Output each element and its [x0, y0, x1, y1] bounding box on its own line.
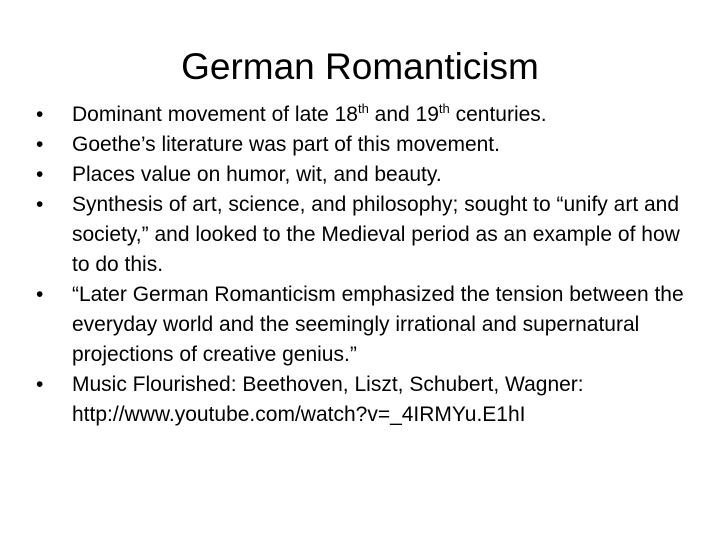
bullet-text: Music Flourished: Beethoven, Liszt, Schubert, Wagner: http://www.youtube.com/watch?v=_4IRMYu.E1hI — [72, 373, 584, 426]
bullet-item-1 — [36, 100, 686, 130]
bullet-text-part: centuries. — [449, 103, 547, 126]
bullet-text: Goethe’s literature was part of this movement. — [72, 133, 500, 156]
bullet-item-4 — [36, 190, 686, 280]
bullet-text-part: and 19 — [368, 103, 439, 126]
bullet-marker: • — [36, 163, 44, 186]
bullet-marker: • — [36, 193, 44, 216]
bullet-text: “Later German Romanticism emphasized the tension between the everyday world and the seemingly irrational and supernatural projections of creative genius.” — [72, 283, 684, 366]
ordinal-superscript: th — [438, 101, 450, 116]
bullet-text: Places value on humor, wit, and beauty. — [72, 163, 442, 186]
bullet-text: Synthesis of art, science, and philosophy; sought to “unify art and society,” and looked to the Medieval period as an example of how to do this. — [72, 193, 680, 276]
slide-title: German Romanticism — [181, 46, 539, 87]
bullet-item-6 — [36, 370, 686, 430]
bullet-marker: • — [36, 133, 44, 156]
bullet-marker: • — [36, 373, 44, 396]
bullet-item-5 — [36, 280, 686, 370]
bullet-item-3 — [36, 160, 686, 190]
bullet-marker: • — [36, 283, 44, 306]
bullet-text-part: Dominant movement of late 18 — [72, 103, 358, 126]
bullet-list — [36, 100, 686, 430]
bullet-marker: • — [36, 103, 44, 126]
bullet-item-2 — [36, 130, 686, 160]
bullet-text — [72, 103, 547, 126]
ordinal-superscript: th — [357, 101, 369, 116]
